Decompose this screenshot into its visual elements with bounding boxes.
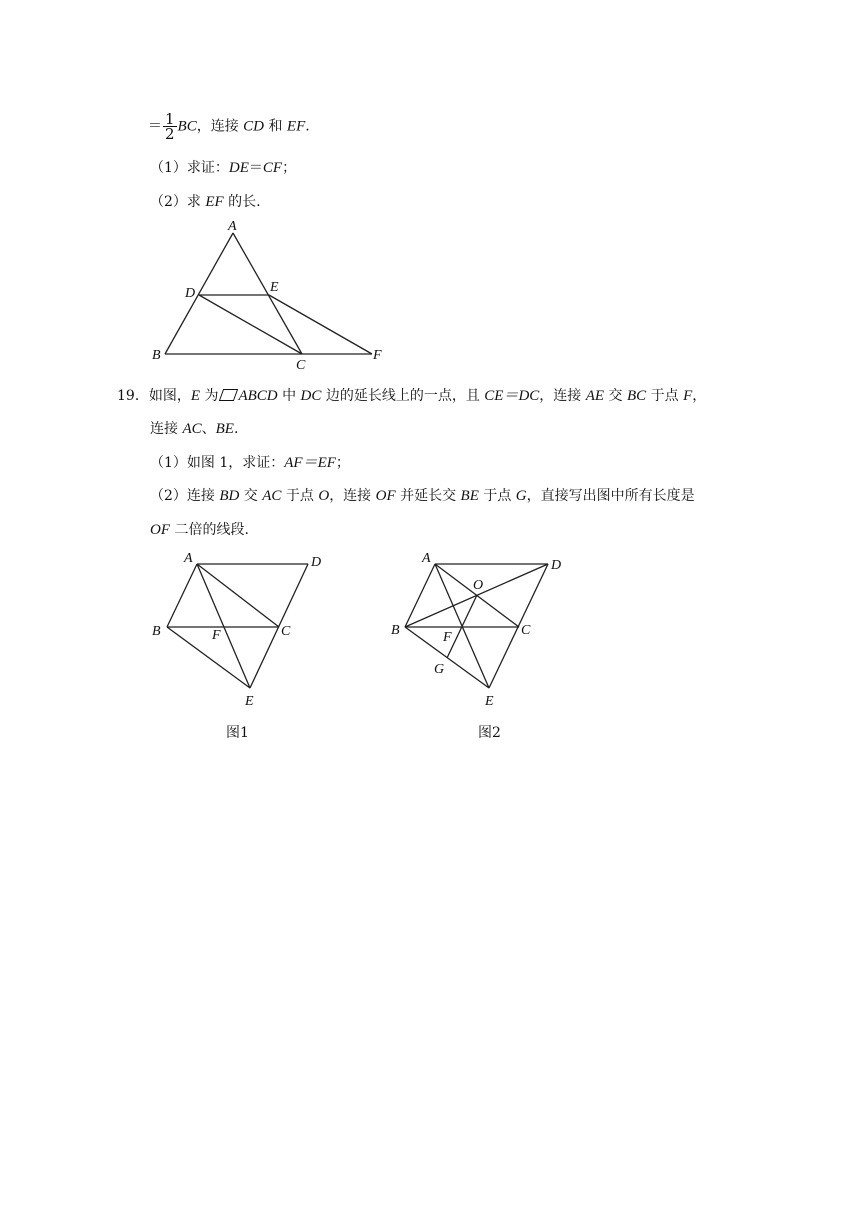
segment-of: OF (150, 522, 170, 538)
text-connect: ，连接 (196, 118, 244, 135)
problem-number: 19． (117, 388, 149, 404)
text: 于点 (646, 388, 684, 404)
segment-cd: CD (243, 118, 265, 135)
p18-question-2 (150, 191, 261, 211)
semicolon: ； (282, 160, 297, 176)
text: ， (692, 388, 707, 404)
p19-question-2 (150, 485, 695, 505)
edge-ae (197, 564, 250, 688)
edge-de (250, 564, 308, 688)
segment-be: BE (215, 421, 234, 437)
edge-ac (233, 233, 302, 354)
figure-2 (385, 545, 585, 715)
q2-prefix: （2）求 (150, 194, 206, 210)
text: 并延长交 (395, 488, 461, 504)
label-f: F (212, 628, 221, 643)
text: 交 (604, 388, 627, 404)
fraction-denominator: 2 (165, 125, 175, 143)
equals-sign: ＝ (248, 160, 263, 176)
edge-ab (167, 564, 197, 627)
text: （2）连接 (150, 488, 220, 504)
segment-ef: EF (205, 194, 224, 210)
edge-ab (165, 233, 233, 354)
fraction-numerator: 1 (165, 110, 175, 128)
segment-cf: CF (262, 160, 283, 176)
point-g: G (515, 488, 527, 504)
segment-ac: AC (182, 421, 202, 437)
period: . (233, 421, 239, 437)
segment-ef: EF (286, 118, 306, 135)
text: 、 (201, 421, 216, 437)
p19-line-2 (150, 418, 238, 438)
q2-suffix: 的长. (223, 194, 261, 210)
text: 中 (277, 388, 301, 404)
label-d: D (551, 558, 562, 573)
label-d: D (311, 555, 322, 570)
p18-question-1 (150, 157, 296, 177)
segment-de: DE (228, 160, 249, 176)
figure-1 (145, 545, 345, 715)
label-o: O (473, 578, 484, 593)
point-e: E (190, 388, 200, 404)
label-a: A (184, 551, 193, 566)
point-o: O (318, 488, 330, 504)
label-a: A (228, 219, 237, 234)
segment-dc: DC (300, 388, 322, 404)
label-f: F (443, 630, 452, 645)
label-d: D (185, 286, 196, 301)
segment-bc: BC (626, 388, 647, 404)
parallelogram-icon (219, 389, 238, 401)
label-e: E (485, 694, 494, 709)
equation-ce-dc: CE＝DC (484, 388, 540, 404)
p19-line-1 (117, 384, 706, 405)
p19-question-1 (150, 451, 350, 472)
segment-of: OF (375, 488, 396, 504)
text: 二倍的线段. (170, 522, 249, 538)
p18-condition-line (148, 112, 310, 141)
segment-bd: BD (219, 488, 240, 504)
segment-be: BE (460, 488, 479, 504)
q1-prefix: （1）如图 1，求证： (150, 455, 285, 471)
edge-ab (405, 564, 435, 627)
segment-ac: AC (262, 488, 282, 504)
equals-sign: ＝ (148, 118, 162, 135)
segment-ae: AE (585, 388, 605, 404)
text: 边的延长线上的一点，且 (321, 388, 485, 404)
period: . (305, 118, 310, 135)
label-b: B (152, 348, 161, 363)
text: ，直接写出图中所有长度是 (526, 488, 695, 504)
parallelogram-abcd: ABCD (238, 388, 278, 404)
text: 于点 (281, 488, 319, 504)
label-a: A (422, 551, 431, 566)
text: ，连接 (539, 388, 586, 404)
equation-af-ef: AF＝EF (284, 455, 336, 471)
text: 为 (200, 388, 219, 404)
text: 于点 (478, 488, 516, 504)
segment-bc: BC (177, 118, 197, 135)
label-g: G (434, 662, 445, 677)
label-b: B (152, 624, 161, 639)
text-and: 和 (264, 118, 287, 135)
text: 如图， (148, 388, 191, 404)
p19-question-2-cont (150, 519, 249, 539)
text: ，连接 (329, 488, 376, 504)
caption-figure-2: 图2 (478, 725, 501, 741)
text: 连接 (150, 421, 183, 437)
label-f: F (373, 348, 382, 363)
semicolon: ； (335, 455, 350, 471)
label-b: B (391, 623, 400, 638)
label-c: C (281, 624, 291, 639)
caption-figure-1: 图1 (226, 725, 249, 741)
label-c: C (296, 358, 306, 373)
fraction-one-half (163, 112, 177, 141)
edge-dc (199, 295, 302, 354)
p18-triangle-figure (140, 215, 400, 375)
point-f: F (683, 388, 693, 404)
text: 交 (239, 488, 263, 504)
label-e: E (270, 280, 279, 295)
label-c: C (521, 623, 531, 638)
edge-ac (197, 564, 279, 627)
label-e: E (245, 694, 254, 709)
q1-prefix: （1）求证： (150, 160, 229, 176)
